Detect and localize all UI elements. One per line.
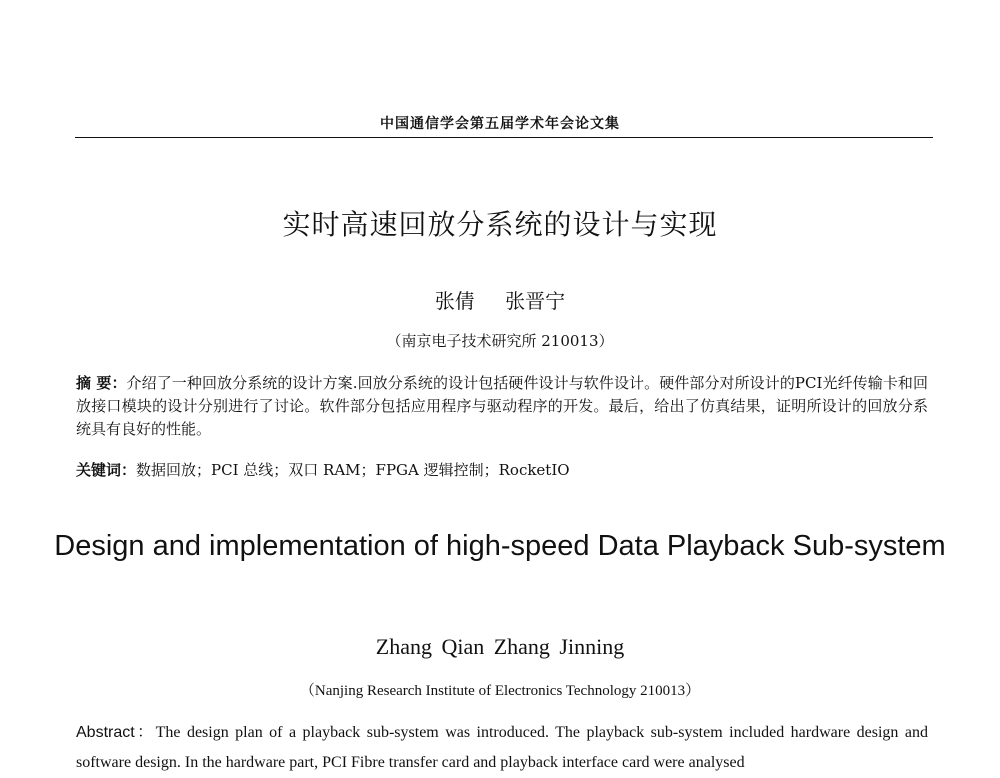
english-affiliation: （Nanjing Research Institute of Electronics Technology 210013）: [299, 683, 701, 699]
english-abstract: [76, 718, 928, 778]
chinese-abstract-label: 摘 要：: [76, 374, 127, 392]
english-authors: Zhang Qian Zhang Jinning: [375, 634, 625, 659]
header-rule: [75, 137, 933, 138]
chinese-abstract-text: 介绍了一种回放分系统的设计方案.回放分系统的设计包括硬件设计与软件设计。硬件部分对所设计的PCI光纤传输卡和回放接口模块的设计分别进行了讨论。软件部分包括应用程序与驱动程序的开发。最后，给出了仿真结果，证明所设计的回放分系统具有良好的性能。: [76, 374, 928, 438]
journal-header: 中国通信学会第五届学术年会论文集: [380, 116, 620, 132]
chinese-title: 实时高速回放分系统的设计与实现: [282, 208, 718, 241]
chinese-keywords: [76, 459, 928, 482]
english-title: Design and implementation of high-speed Data Playback Sub-system: [54, 530, 946, 562]
english-abstract-text: The design plan of a playback sub-system was introduced. The playback sub-system included hardware design and software design. In the hardware part, PCI Fibre transfer card and playback interface card were analysed: [76, 724, 928, 771]
chinese-affiliation: （南京电子技术研究所 210013）: [386, 332, 614, 350]
chinese-abstract: [76, 372, 928, 441]
english-abstract-label: Abstract：: [76, 724, 156, 741]
chinese-keywords-label: 关键词：: [76, 461, 137, 479]
chinese-authors: 张倩 张晋宁: [434, 289, 566, 313]
chinese-keywords-text: 数据回放；PCI 总线；双口 RAM；FPGA 逻辑控制；RocketIO: [136, 461, 570, 479]
